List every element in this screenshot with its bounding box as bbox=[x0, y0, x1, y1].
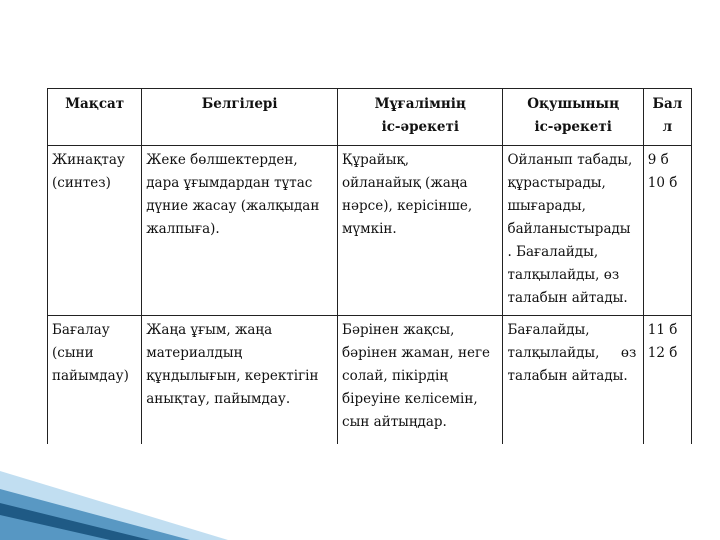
cell-line: сын айтыңдар. bbox=[342, 414, 447, 430]
cell-line: шығарады, bbox=[507, 198, 586, 214]
cell-line: Жинақтау bbox=[52, 152, 125, 168]
cell-line: Ойланып табады, bbox=[507, 152, 633, 168]
criteria-table bbox=[47, 88, 692, 444]
header-line: Мақсат bbox=[65, 96, 125, 112]
header-score bbox=[643, 89, 691, 146]
table-row-evaluation bbox=[48, 316, 692, 445]
decorative-ribbon bbox=[0, 445, 230, 540]
cell-line: солай, пікірдің bbox=[342, 368, 448, 384]
cell-line: 11 б bbox=[647, 322, 678, 338]
cell-line: нәрсе), керісінше, bbox=[342, 198, 473, 214]
header-line: іс-әрекеті bbox=[534, 119, 612, 135]
cell-line: анықтау, пайымдау. bbox=[146, 391, 291, 407]
cell-line: байланыстырады bbox=[507, 221, 631, 237]
cell-line: Құрайық, bbox=[342, 152, 410, 168]
header-line: Белгілері bbox=[201, 96, 278, 112]
header-line: Мұғалімнің bbox=[374, 96, 466, 112]
cell-line: құндылығын, керектігін bbox=[146, 368, 319, 384]
cell-line: ойланайық (жаңа bbox=[342, 175, 468, 191]
cell-teacher-action bbox=[338, 316, 503, 445]
cell-line: материалдың bbox=[146, 345, 243, 361]
cell-line: пайымдау) bbox=[52, 368, 129, 384]
cell-line: дүние жасау (жалқыдан bbox=[146, 198, 320, 214]
header-line: іс-әрекеті bbox=[381, 119, 459, 135]
header-criteria bbox=[142, 89, 338, 146]
header-teacher-action bbox=[338, 89, 503, 146]
cell-student-action bbox=[503, 146, 643, 316]
cell-score bbox=[643, 316, 691, 445]
cell-line: жалпыға). bbox=[146, 221, 220, 237]
header-student-action bbox=[503, 89, 643, 146]
cell-line: 9 б bbox=[647, 152, 669, 168]
cell-line: құрастырады, bbox=[507, 175, 606, 191]
header-line: Оқушының bbox=[527, 96, 620, 112]
cell-line: талқылайды, өз bbox=[507, 345, 637, 361]
cell-student-action bbox=[503, 316, 643, 445]
cell-line: бәрінен жаман, неге bbox=[342, 345, 491, 361]
cell-criteria bbox=[142, 316, 338, 445]
cell-line: Бағалайды, bbox=[507, 322, 590, 338]
cell-score bbox=[643, 146, 691, 316]
cell-line: . Бағалайды, bbox=[507, 244, 599, 260]
cell-line: Бәрінен жақсы, bbox=[342, 322, 455, 338]
cell-line: (синтез) bbox=[52, 175, 111, 191]
cell-line: (сыни bbox=[52, 345, 94, 361]
cell-aim bbox=[48, 316, 142, 445]
cell-line: талабын айтады. bbox=[507, 368, 628, 384]
cell-line: Жаңа ұғым, жаңа bbox=[146, 322, 273, 338]
cell-line: 12 б bbox=[647, 345, 678, 361]
cell-aim bbox=[48, 146, 142, 316]
header-line: Балл bbox=[652, 96, 683, 135]
cell-line: біреуіне келісемін, bbox=[342, 391, 478, 407]
cell-line: мүмкін. bbox=[342, 221, 397, 237]
cell-teacher-action bbox=[338, 146, 503, 316]
cell-line: Жеке бөлшектерден, bbox=[146, 152, 298, 168]
cell-line: 10 б bbox=[647, 175, 678, 191]
header-aim bbox=[48, 89, 142, 146]
cell-line: дара ұғымдардан тұтас bbox=[146, 175, 313, 191]
cell-line: талқылайды, өз bbox=[507, 267, 620, 283]
table-header-row bbox=[48, 89, 692, 146]
table-row-synthesis bbox=[48, 146, 692, 316]
cell-criteria bbox=[142, 146, 338, 316]
cell-line: талабын айтады. bbox=[507, 290, 628, 306]
cell-line: Бағалау bbox=[52, 322, 110, 338]
